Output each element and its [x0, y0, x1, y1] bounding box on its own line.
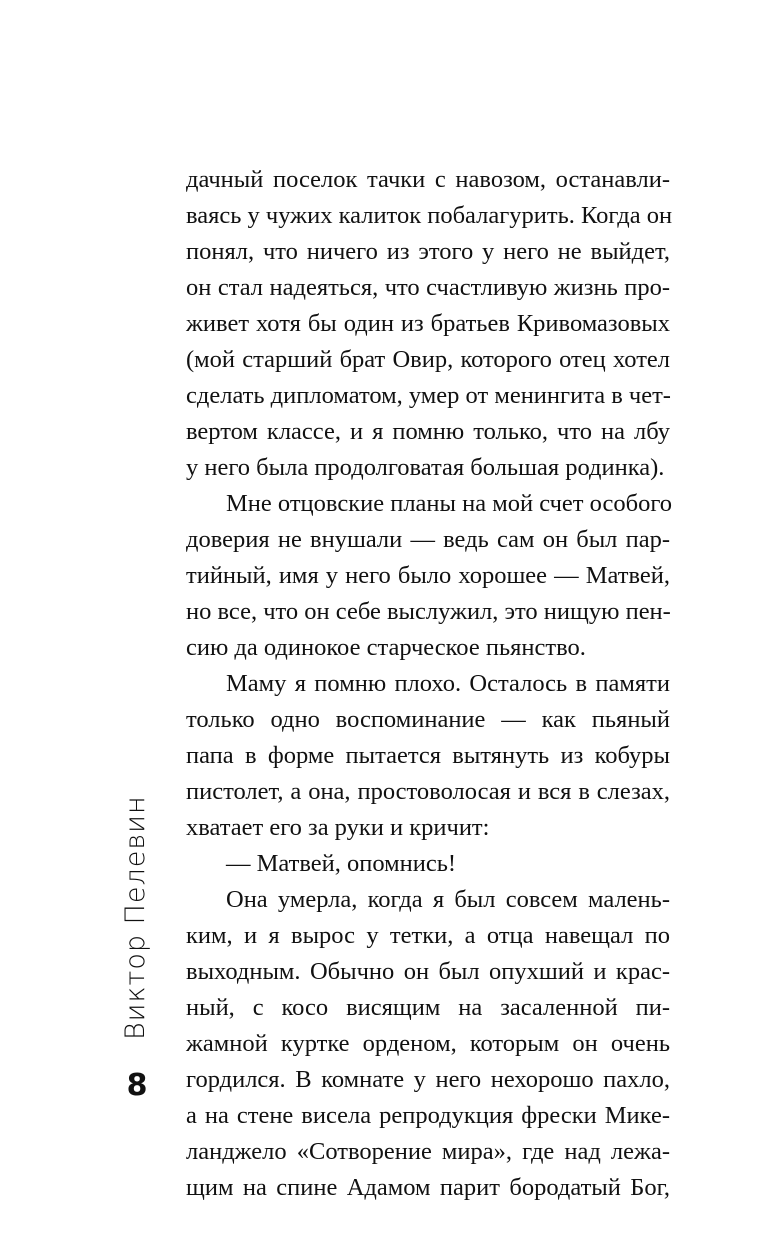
text-line: щим на спине Адамом парит бородатый Бог, [186, 1174, 670, 1201]
text-line: понял, что ничего из этого у него не выйдет, [186, 238, 670, 265]
text-line: сделать дипломатом, умер от менингита в чет- [186, 382, 671, 409]
text-line: хватает его за руки и кричит: [186, 814, 490, 841]
text-line: он стал надеяться, что счастливую жизнь про- [186, 274, 670, 301]
text-line: Маму я помню плохо. Осталось в памяти [226, 670, 670, 697]
text-line: только одно воспоминание — как пьяный [186, 706, 670, 733]
text-line: (мой старший брат Овир, которого отец хотел [186, 346, 670, 373]
text-line: ланджело «Сотворение мира», где над лежа- [186, 1138, 670, 1165]
text-line: — Матвей, опомнись! [226, 850, 457, 877]
text-line: Она умерла, когда я был совсем малень- [226, 886, 670, 913]
text-line: ваясь у чужих калиток побалагурить. Когда он [186, 202, 673, 229]
text-line: выходным. Обычно он был опухший и крас- [186, 958, 670, 985]
text-line: пистолет, а она, простоволосая и вся в слезах, [186, 778, 670, 805]
text-line: у него была продолговатая большая родинка). [186, 454, 665, 481]
text-line: вертом классе, и я помню только, что на лбу [186, 418, 670, 445]
text-line: ким, и я вырос у тетки, а отца навещал по [186, 922, 670, 949]
page-number: 8 [126, 1068, 148, 1103]
text-line: дачный поселок тачки с навозом, останавли- [186, 166, 670, 193]
text-line: живет хотя бы один из братьев Кривомазовых [186, 310, 670, 337]
text-line: ный, с косо висящим на засаленной пи- [186, 994, 670, 1021]
text-line: жамной куртке орденом, которым он очень [186, 1030, 670, 1057]
text-line: папа в форме пытается вытянуть из кобуры [186, 742, 670, 769]
text-line: доверия не внушали — ведь сам он был пар- [186, 526, 670, 553]
text-line: но все, что он себе выслужил, это нищую пен- [186, 598, 671, 625]
running-head-author: Виктор Пелевин [120, 795, 151, 1040]
text-line: сию да одинокое старческое пьянство. [186, 634, 586, 661]
text-line: тийный, имя у него было хорошее — Матвей, [186, 562, 670, 589]
text-line: гордился. В комнате у него нехорошо пахло, [186, 1066, 670, 1093]
text-line: а на стене висела репродукция фрески Мике- [186, 1102, 670, 1129]
text-line: Мне отцовские планы на мой счет особого [226, 490, 673, 517]
body-text [186, 162, 673, 1206]
